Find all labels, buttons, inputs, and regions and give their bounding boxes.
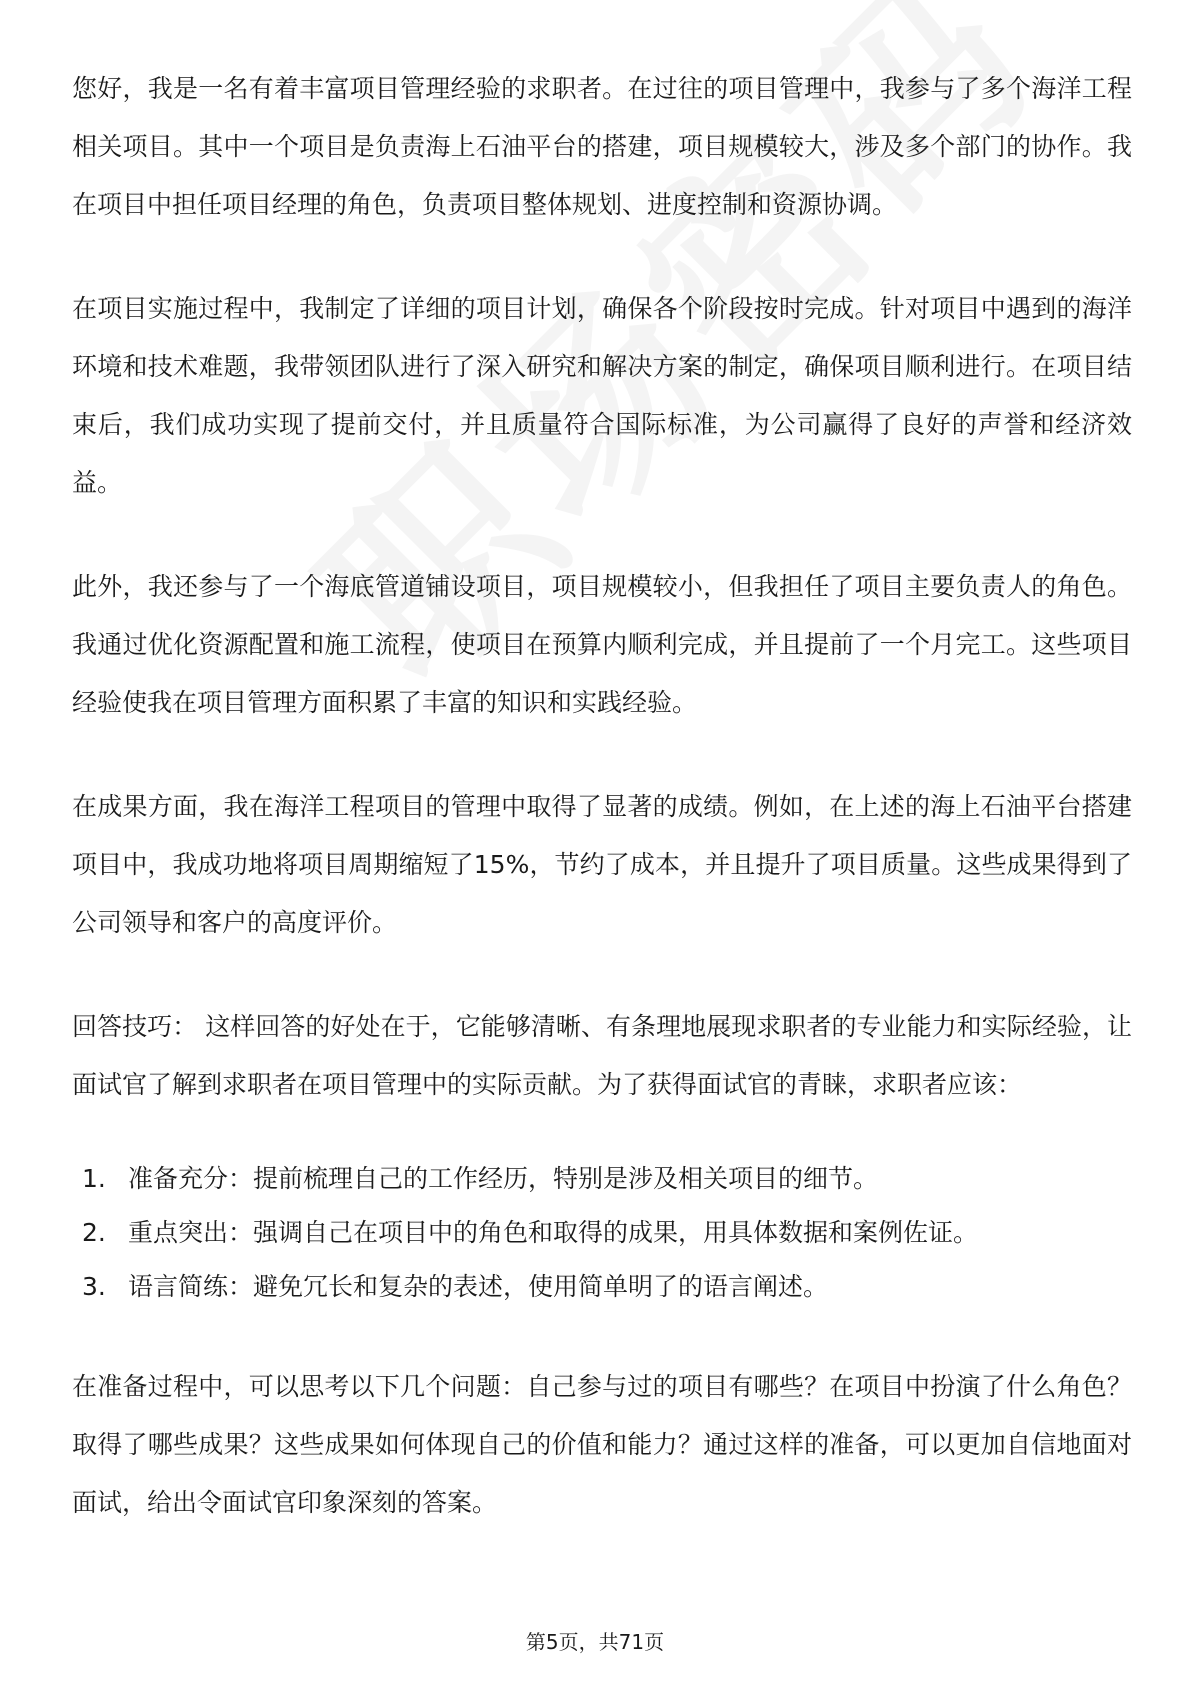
list-item-number: 3. bbox=[82, 1272, 106, 1301]
list-item bbox=[72, 1206, 1132, 1260]
document-body bbox=[72, 60, 1132, 1578]
list-item-number: 2. bbox=[82, 1218, 106, 1247]
paragraph-answer-tips: 回答技巧： 这样回答的好处在于，它能够清晰、有条理地展现求职者的专业能力和实际经验，让面试官了解到求职者在项目管理中的实际贡献。为了获得面试官的青睐，求职者应该： bbox=[72, 1012, 1132, 1099]
list-item bbox=[72, 1152, 1132, 1206]
paragraph-implementation: 在项目实施过程中，我制定了详细的项目计划，确保各个阶段按时完成。针对项目中遇到的海洋环境和技术难题，我带领团队进行了深入研究和解决方案的制定，确保项目顺利进行。在项目结束后，我们成功实现了提前交付，并且质量符合国际标准，为公司赢得了良好的声誉和经济效益。 bbox=[72, 294, 1132, 497]
page-number: 第5页，共71页 bbox=[525, 1630, 665, 1654]
tips-list bbox=[72, 1152, 1132, 1314]
paragraph-closing: 在准备过程中，可以思考以下几个问题：自己参与过的项目有哪些？在项目中扮演了什么角色？取得了哪些成果？这些成果如何体现自己的价值和能力？通过这样的准备，可以更加自信地面对面试，给出令面试官印象深刻的答案。 bbox=[72, 1372, 1132, 1517]
list-item-text: 语言简练：避免冗长和复杂的表述，使用简单明了的语言阐述。 bbox=[128, 1272, 829, 1301]
list-item bbox=[72, 1260, 1132, 1314]
list-item-number: 1. bbox=[82, 1164, 106, 1193]
paragraph-pipeline-project: 此外，我还参与了一个海底管道铺设项目，项目规模较小，但我担任了项目主要负责人的角色。我通过优化资源配置和施工流程，使项目在预算内顺利完成，并且提前了一个月完工。这些项目经验使我在项目管理方面积累了丰富的知识和实践经验。 bbox=[72, 572, 1132, 717]
paragraph-intro: 您好，我是一名有着丰富项目管理经验的求职者。在过往的项目管理中，我参与了多个海洋工程相关项目。其中一个项目是负责海上石油平台的搭建，项目规模较大，涉及多个部门的协作。我在项目中担任项目经理的角色，负责项目整体规划、进度控制和资源协调。 bbox=[72, 74, 1132, 219]
paragraph-results: 在成果方面，我在海洋工程项目的管理中取得了显著的成绩。例如，在上述的海上石油平台搭建项目中，我成功地将项目周期缩短了15%，节约了成本，并且提升了项目质量。这些成果得到了公司领导和客户的高度评价。 bbox=[72, 792, 1132, 937]
list-item-text: 重点突出：强调自己在项目中的角色和取得的成果，用具体数据和案例佐证。 bbox=[128, 1218, 979, 1247]
list-item-text: 准备充分：提前梳理自己的工作经历，特别是涉及相关项目的细节。 bbox=[128, 1164, 879, 1193]
